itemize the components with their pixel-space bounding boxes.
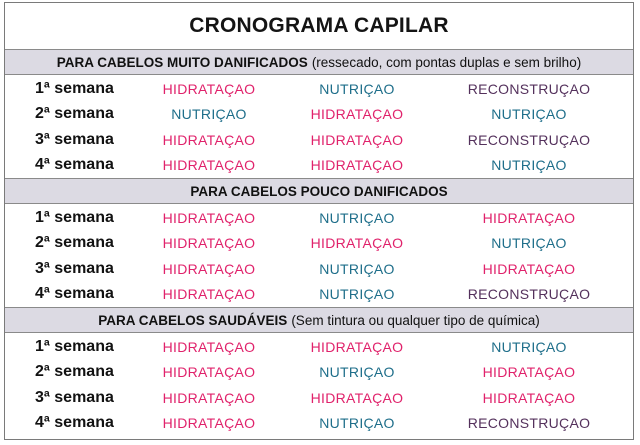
schedule-table — [4, 2, 634, 440]
table-row — [5, 205, 633, 231]
treatment-cell: NUTRIÇAO — [491, 338, 567, 355]
treatment-cell: HIDRATAÇAO — [162, 80, 256, 97]
week-label: 1ª semana — [35, 208, 114, 226]
treatment-cell: NUTRIÇAO — [319, 260, 395, 277]
section-title: PARA CABELOS SAUDÁVEIS — [98, 312, 288, 328]
section-note: (ressecado, com pontas duplas e sem brilho) — [311, 54, 582, 70]
treatment-cell: NUTRIÇAO — [491, 106, 567, 123]
section-header-pouco-danificados — [5, 178, 633, 204]
table-row — [5, 385, 633, 411]
treatment-cell: RECONSTRUÇAO — [467, 131, 591, 148]
treatment-cell: HIDRATAÇAO — [162, 286, 256, 303]
treatment-cell: HIDRATAÇAO — [482, 364, 576, 381]
treatment-cell: HIDRATAÇAO — [310, 235, 404, 252]
treatment-cell: HIDRATAÇAO — [162, 364, 256, 381]
treatment-cell: HIDRATAÇAO — [482, 209, 576, 226]
section-rows — [5, 75, 633, 178]
week-label: 2ª semana — [35, 234, 114, 252]
treatment-cell: HIDRATAÇAO — [310, 106, 404, 123]
treatment-cell: HIDRATAÇAO — [162, 157, 256, 174]
section-title: PARA CABELOS POUCO DANIFICADOS — [190, 183, 448, 199]
table-row — [5, 256, 633, 282]
treatment-cell: HIDRATAÇAO — [310, 131, 404, 148]
treatment-cell: RECONSTRUÇAO — [467, 286, 591, 303]
week-label: 4ª semana — [35, 156, 114, 174]
week-label: 3ª semana — [35, 259, 114, 277]
week-label: 2ª semana — [35, 363, 114, 381]
treatment-cell: HIDRATAÇAO — [162, 415, 256, 432]
section-note: (Sem tintura ou qualquer tipo de química) — [291, 312, 540, 328]
section-rows — [5, 204, 633, 307]
treatment-cell: RECONSTRUÇAO — [467, 80, 591, 97]
week-label: 3ª semana — [35, 130, 114, 148]
treatment-cell: HIDRATAÇAO — [162, 209, 256, 226]
treatment-cell: NUTRIÇAO — [319, 80, 395, 97]
treatment-cell: NUTRIÇAO — [319, 286, 395, 303]
treatment-cell: HIDRATAÇAO — [310, 338, 404, 355]
section-rows — [5, 333, 633, 436]
treatment-cell: HIDRATAÇAO — [162, 338, 256, 355]
treatment-cell: NUTRIÇAO — [491, 235, 567, 252]
table-row — [5, 127, 633, 153]
treatment-cell: NUTRIÇAO — [319, 209, 395, 226]
treatment-cell: HIDRATAÇAO — [162, 260, 256, 277]
table-row — [5, 102, 633, 128]
week-label: 2ª semana — [35, 105, 114, 123]
week-label: 1ª semana — [35, 337, 114, 355]
treatment-cell: HIDRATAÇAO — [482, 389, 576, 406]
treatment-cell: NUTRIÇAO — [491, 157, 567, 174]
week-label: 4ª semana — [35, 285, 114, 303]
treatment-cell: NUTRIÇAO — [319, 415, 395, 432]
treatment-cell: HIDRATAÇAO — [162, 389, 256, 406]
table-row — [5, 360, 633, 386]
table-row — [5, 411, 633, 437]
treatment-cell: NUTRIÇAO — [319, 364, 395, 381]
week-label: 1ª semana — [35, 79, 114, 97]
section-header-muito-danificados — [5, 49, 633, 75]
treatment-cell: NUTRIÇAO — [171, 106, 247, 123]
treatment-cell: HIDRATAÇAO — [310, 389, 404, 406]
section-title: PARA CABELOS MUITO DANIFICADOS — [56, 54, 308, 70]
table-row — [5, 76, 633, 102]
treatment-cell: HIDRATAÇAO — [162, 235, 256, 252]
table-row — [5, 282, 633, 308]
treatment-cell: RECONSTRUÇAO — [467, 415, 591, 432]
page-title: CRONOGRAMA CAPILAR — [189, 14, 449, 37]
table-row — [5, 153, 633, 179]
treatment-cell: HIDRATAÇAO — [482, 260, 576, 277]
section-header-saudaveis — [5, 307, 633, 333]
week-label: 4ª semana — [35, 414, 114, 432]
treatment-cell: HIDRATAÇAO — [310, 157, 404, 174]
treatment-cell: HIDRATAÇAO — [162, 131, 256, 148]
table-row — [5, 231, 633, 257]
table-row — [5, 334, 633, 360]
week-label: 3ª semana — [35, 388, 114, 406]
